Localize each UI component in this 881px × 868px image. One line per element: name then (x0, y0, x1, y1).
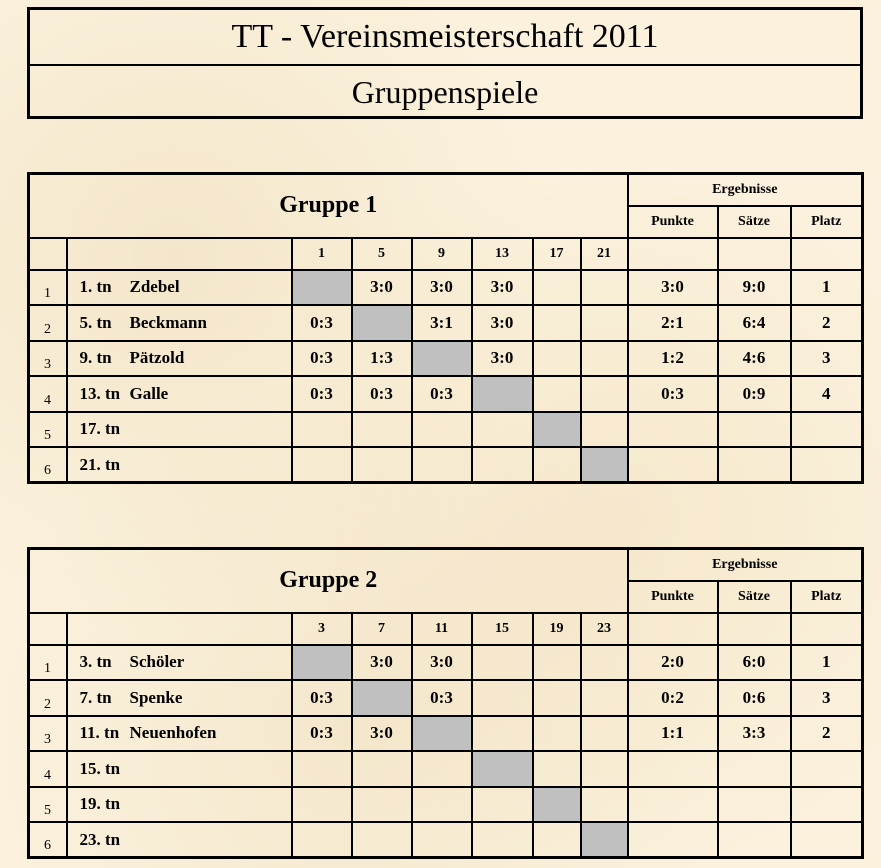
column-number: 15 (472, 613, 533, 645)
empty-cell (718, 613, 791, 645)
table-row (29, 305, 863, 341)
column-number: 7 (352, 613, 412, 645)
punkte-cell (628, 822, 718, 858)
score-cell (472, 645, 533, 681)
saetze-cell: 9:0 (718, 270, 791, 306)
platz-cell (791, 787, 863, 823)
player-seed: 21. tn (79, 454, 121, 474)
score-cell: 3:0 (352, 270, 412, 306)
row-number: 6 (29, 447, 67, 483)
score-cell (352, 447, 412, 483)
table-row (29, 680, 863, 716)
player-name: Zdebel (129, 277, 180, 297)
score-cell: 3:0 (352, 645, 412, 681)
score-cell: 0:3 (292, 680, 352, 716)
row-number: 2 (29, 680, 67, 716)
score-cell (533, 822, 581, 858)
table-row (29, 787, 863, 823)
player-cell (67, 787, 292, 823)
player-header-cell (67, 238, 292, 270)
score-cell (472, 787, 533, 823)
results-header: Ergebnisse (628, 549, 863, 581)
punkte-cell (628, 412, 718, 448)
score-cell (352, 412, 412, 448)
player-seed: 11. tn (79, 723, 120, 743)
saetze-cell: 0:9 (718, 376, 791, 412)
punkte-cell: 0:3 (628, 376, 718, 412)
player-seed: 19. tn (79, 794, 121, 814)
row-number: 3 (29, 716, 67, 752)
player-name: Pätzold (129, 348, 185, 368)
corner-cell (29, 238, 67, 270)
saetze-cell (718, 787, 791, 823)
score-cell: 3:0 (352, 716, 412, 752)
score-cell (581, 645, 628, 681)
platz-header: Platz (791, 581, 863, 613)
player-header-cell (67, 613, 292, 645)
column-number: 13 (472, 238, 533, 270)
score-cell: 0:3 (292, 341, 352, 377)
score-cell (581, 341, 628, 377)
diagonal-cell (352, 680, 412, 716)
score-cell (581, 787, 628, 823)
player-seed: 15. tn (79, 758, 121, 778)
table-row (29, 376, 863, 412)
row-number: 1 (29, 645, 67, 681)
score-cell (581, 270, 628, 306)
score-cell (581, 680, 628, 716)
score-cell: 3:0 (412, 645, 472, 681)
group-table-2 (27, 547, 864, 859)
title-box (27, 7, 863, 119)
saetze-cell (718, 751, 791, 787)
player-seed: 1. tn (79, 277, 112, 297)
platz-cell (791, 412, 863, 448)
score-cell (581, 716, 628, 752)
column-number: 21 (581, 238, 628, 270)
table-row (29, 716, 863, 752)
row-number: 1 (29, 270, 67, 306)
group-title: Gruppe 2 (29, 549, 628, 613)
saetze-cell: 6:4 (718, 305, 791, 341)
score-cell (412, 787, 472, 823)
saetze-cell: 6:0 (718, 645, 791, 681)
column-number: 23 (581, 613, 628, 645)
player-name: Schöler (129, 652, 185, 672)
table-row (29, 270, 863, 306)
diagonal-cell (412, 341, 472, 377)
platz-cell (791, 822, 863, 858)
punkte-cell: 0:2 (628, 680, 718, 716)
page-subtitle: Gruppenspiele (30, 64, 860, 118)
empty-cell (628, 613, 718, 645)
player-cell (67, 716, 292, 752)
saetze-cell: 0:6 (718, 680, 791, 716)
player-name: Neuenhofen (129, 723, 217, 743)
diagonal-cell (292, 645, 352, 681)
row-number: 4 (29, 751, 67, 787)
saetze-cell (718, 822, 791, 858)
corner-cell (29, 613, 67, 645)
diagonal-cell (581, 447, 628, 483)
table-row (29, 645, 863, 681)
player-seed: 13. tn (79, 383, 121, 403)
row-number: 4 (29, 376, 67, 412)
score-cell: 0:3 (292, 305, 352, 341)
score-cell (412, 751, 472, 787)
punkte-header: Punkte (628, 581, 718, 613)
player-cell (67, 822, 292, 858)
column-number: 17 (533, 238, 581, 270)
diagonal-cell (292, 270, 352, 306)
results-header: Ergebnisse (628, 174, 863, 206)
score-cell (533, 376, 581, 412)
score-cell (581, 751, 628, 787)
platz-cell: 2 (791, 305, 863, 341)
score-cell (352, 787, 412, 823)
score-cell (533, 447, 581, 483)
table-row (29, 822, 863, 858)
platz-header: Platz (791, 206, 863, 238)
score-cell (352, 822, 412, 858)
score-cell: 3:0 (472, 305, 533, 341)
score-cell (581, 376, 628, 412)
platz-cell: 1 (791, 270, 863, 306)
score-cell (292, 447, 352, 483)
player-cell (67, 645, 292, 681)
diagonal-cell (533, 787, 581, 823)
player-seed: 5. tn (79, 312, 112, 332)
diagonal-cell (472, 376, 533, 412)
player-cell (67, 305, 292, 341)
player-cell (67, 270, 292, 306)
player-cell (67, 680, 292, 716)
player-seed: 7. tn (79, 687, 112, 707)
row-number: 3 (29, 341, 67, 377)
score-cell: 0:3 (292, 716, 352, 752)
player-seed: 17. tn (79, 419, 121, 439)
player-name: Galle (129, 383, 169, 403)
score-cell: 0:3 (292, 376, 352, 412)
score-cell (533, 305, 581, 341)
diagonal-cell (352, 305, 412, 341)
player-cell (67, 412, 292, 448)
punkte-cell (628, 787, 718, 823)
column-number: 11 (412, 613, 472, 645)
empty-cell (791, 238, 863, 270)
punkte-cell: 2:0 (628, 645, 718, 681)
score-cell (581, 412, 628, 448)
punkte-cell: 3:0 (628, 270, 718, 306)
empty-cell (718, 238, 791, 270)
score-cell (472, 716, 533, 752)
score-cell (533, 680, 581, 716)
score-cell (533, 751, 581, 787)
diagonal-cell (533, 412, 581, 448)
score-cell (412, 412, 472, 448)
saetze-cell: 4:6 (718, 341, 791, 377)
score-cell: 1:3 (352, 341, 412, 377)
saetze-header: Sätze (718, 581, 791, 613)
player-cell (67, 447, 292, 483)
score-cell (533, 716, 581, 752)
empty-cell (628, 238, 718, 270)
score-cell (472, 447, 533, 483)
player-seed: 9. tn (79, 348, 112, 368)
column-number: 5 (352, 238, 412, 270)
score-cell: 0:3 (412, 376, 472, 412)
score-cell (412, 822, 472, 858)
score-cell: 0:3 (412, 680, 472, 716)
column-number: 9 (412, 238, 472, 270)
punkte-cell: 1:2 (628, 341, 718, 377)
diagonal-cell (581, 822, 628, 858)
score-cell (533, 341, 581, 377)
score-cell: 3:1 (412, 305, 472, 341)
table-row (29, 751, 863, 787)
row-number: 2 (29, 305, 67, 341)
table-row (29, 412, 863, 448)
row-number: 5 (29, 412, 67, 448)
platz-cell (791, 751, 863, 787)
diagonal-cell (412, 716, 472, 752)
punkte-cell (628, 751, 718, 787)
score-cell (472, 412, 533, 448)
score-cell (292, 412, 352, 448)
punkte-header: Punkte (628, 206, 718, 238)
player-name: Beckmann (129, 312, 207, 332)
player-cell (67, 751, 292, 787)
column-number: 3 (292, 613, 352, 645)
saetze-cell (718, 412, 791, 448)
score-cell (292, 751, 352, 787)
score-cell: 3:0 (472, 341, 533, 377)
saetze-cell (718, 447, 791, 483)
row-number: 6 (29, 822, 67, 858)
player-cell (67, 341, 292, 377)
platz-cell: 2 (791, 716, 863, 752)
table-row (29, 341, 863, 377)
score-cell (292, 822, 352, 858)
punkte-cell: 2:1 (628, 305, 718, 341)
platz-cell (791, 447, 863, 483)
score-cell (533, 645, 581, 681)
column-number: 1 (292, 238, 352, 270)
player-seed: 3. tn (79, 652, 112, 672)
punkte-cell (628, 447, 718, 483)
score-cell (292, 787, 352, 823)
platz-cell: 4 (791, 376, 863, 412)
score-cell (412, 447, 472, 483)
group-title: Gruppe 1 (29, 174, 628, 238)
saetze-header: Sätze (718, 206, 791, 238)
row-number: 5 (29, 787, 67, 823)
player-cell (67, 376, 292, 412)
column-number: 19 (533, 613, 581, 645)
page-title: TT - Vereinsmeisterschaft 2011 (231, 18, 659, 55)
score-cell: 3:0 (472, 270, 533, 306)
platz-cell: 3 (791, 341, 863, 377)
table-row (29, 447, 863, 483)
saetze-cell: 3:3 (718, 716, 791, 752)
diagonal-cell (472, 751, 533, 787)
score-cell (352, 751, 412, 787)
empty-cell (791, 613, 863, 645)
score-cell (533, 270, 581, 306)
score-cell (472, 680, 533, 716)
platz-cell: 3 (791, 680, 863, 716)
score-cell (581, 305, 628, 341)
platz-cell: 1 (791, 645, 863, 681)
punkte-cell: 1:1 (628, 716, 718, 752)
score-cell: 0:3 (352, 376, 412, 412)
player-name: Spenke (129, 687, 183, 707)
player-seed: 23. tn (79, 829, 121, 849)
group-table-1 (27, 172, 864, 484)
score-cell: 3:0 (412, 270, 472, 306)
score-cell (472, 822, 533, 858)
